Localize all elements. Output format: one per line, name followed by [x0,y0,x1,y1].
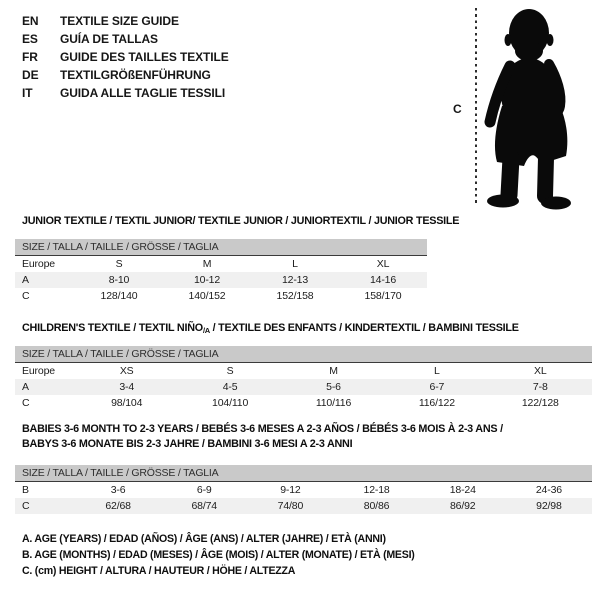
size-cell: L [292,258,298,270]
size-header-bar: SIZE / TALLA / TAILLE / GRÖSSE / TAGLIA [15,346,592,362]
size-cell: 3-6 [110,484,126,496]
babies-table-title [22,422,503,452]
size-cell: 140/152 [188,290,226,302]
size-cell: 80/86 [363,500,390,512]
junior-size-table [15,239,427,304]
table-row [15,363,592,379]
size-cell: 12-18 [363,484,390,496]
language-row [22,30,229,48]
footnote-line: A. AGE (YEARS) / EDAD (AÑOS) / ÂGE (ANS) / ALTER (JAHRE) / ETÀ (ANNI) [22,533,386,545]
row-label-cell: C [22,397,30,409]
size-cell: 116/122 [418,397,455,409]
table-rows [15,255,427,304]
size-cell: 128/140 [100,290,138,302]
size-cell: M [202,258,212,270]
table-title-line [22,214,459,229]
row-label-cell: Europe [22,365,55,377]
size-cell: 104/110 [212,397,249,409]
size-header-bar: SIZE / TALLA / TAILLE / GRÖSSE / TAGLIA [15,239,427,255]
row-label-cell: B [22,484,29,496]
language-list [22,12,229,102]
table-row [15,482,592,498]
table-row [15,395,592,411]
height-dotted-line [475,8,477,205]
table-row [15,256,427,272]
size-cell: 6-9 [196,484,212,496]
size-cell: 7-8 [532,381,548,393]
language-code: EN [22,14,39,28]
row-label-cell: Europe [22,258,55,270]
footnote-line: B. AGE (MONTHS) / EDAD (MESES) / ÂGE (MOIS) / ALTER (MONATE) / ETÀ (MESI) [22,549,415,561]
size-cell: 18-24 [449,484,476,496]
language-row [22,84,229,102]
size-cell: 98/104 [111,397,143,409]
row-label-cell: C [22,290,30,302]
table-title-line [22,321,519,338]
size-cell: S [115,258,123,270]
figure-height-label: C [453,102,462,116]
size-cell: 62/68 [105,500,131,512]
table-row [15,288,427,304]
title-text: JUNIOR TEXTILE / TEXTIL JUNIOR/ TEXTILE JUNIOR / JUNIORTEXTIL / JUNIOR TESSILE [22,215,460,227]
title-subscript: /A [202,326,210,335]
size-cell: 8-10 [108,274,130,286]
toddler-silhouette-icon [483,6,578,212]
language-row [22,12,229,30]
size-cell: XS [119,365,134,377]
size-cell: 10-12 [193,274,221,286]
table-row [15,498,592,514]
size-cell: L [434,365,440,377]
footnote-line: C. (cm) HEIGHT / ALTURA / HAUTEUR / HÖHE / ALTEZZA [22,565,296,577]
language-title: GUÍA DE TALLAS [60,32,158,46]
table-title-line [22,437,503,452]
language-code: DE [22,68,39,82]
language-title: TEXTILE SIZE GUIDE [60,14,179,28]
title-text: / TEXTILE DES ENFANTS / KINDERTEXTIL / BAMBINI TESSILE [209,322,519,334]
size-cell: 24-36 [535,484,562,496]
language-row [22,66,229,84]
size-header-bar: SIZE / TALLA / TAILLE / GRÖSSE / TAGLIA [15,465,592,481]
size-cell: 5-6 [326,381,341,393]
title-text: BABIES 3-6 MONTH TO 2-3 YEARS / BEBÉS 3-6 MESES A 2-3 AÑOS / BÉBÉS 3-6 MOIS À 2-3 ANS / [22,423,503,435]
size-cell: 152/158 [276,290,314,302]
row-label-cell: C [22,500,30,512]
children-size-table [15,346,592,411]
language-title: GUIDE DES TAILLES TEXTILE [60,50,229,64]
size-cell: 74/80 [277,500,304,512]
language-title: GUIDA ALLE TAGLIE TESSILI [60,86,226,100]
size-cell: 6-7 [429,381,445,393]
language-row [22,48,229,66]
children-table-title [22,321,519,338]
size-cell: 12-13 [281,274,309,286]
language-code: IT [22,86,33,100]
language-title: TEXTILGRÖßENFÜHRUNG [60,68,211,82]
row-label-cell: A [22,381,29,393]
size-cell: 122/128 [521,397,559,409]
size-cell: XL [376,258,390,270]
size-cell: 4-5 [222,381,238,393]
table-rows [15,481,592,514]
row-label-cell: A [22,274,29,286]
table-rows [15,362,592,411]
junior-table-title [22,214,459,229]
size-cell: XL [534,365,547,377]
size-cell: 158/170 [364,290,402,302]
size-cell: 86/92 [449,500,476,512]
size-cell: 3-4 [119,381,135,393]
title-text: BABYS 3-6 MONATE BIS 2-3 JAHRE / BAMBINI 3-6 MESI A 2-3 ANNI [22,438,353,450]
size-cell: M [329,365,338,377]
title-text: CHILDREN'S TEXTILE / TEXTIL NIÑO [22,322,203,334]
language-code: ES [22,32,38,46]
table-row [15,272,427,288]
size-cell: 92/98 [536,500,562,512]
size-cell: 110/116 [315,397,352,409]
footnotes [22,531,415,579]
table-title-line [22,422,503,437]
size-cell: 68/74 [191,500,217,512]
table-row [15,379,592,395]
language-code: FR [22,50,38,64]
babies-size-table [15,465,592,514]
size-cell: 14-16 [369,274,397,286]
size-cell: S [226,365,234,377]
size-cell: 9-12 [280,484,301,496]
